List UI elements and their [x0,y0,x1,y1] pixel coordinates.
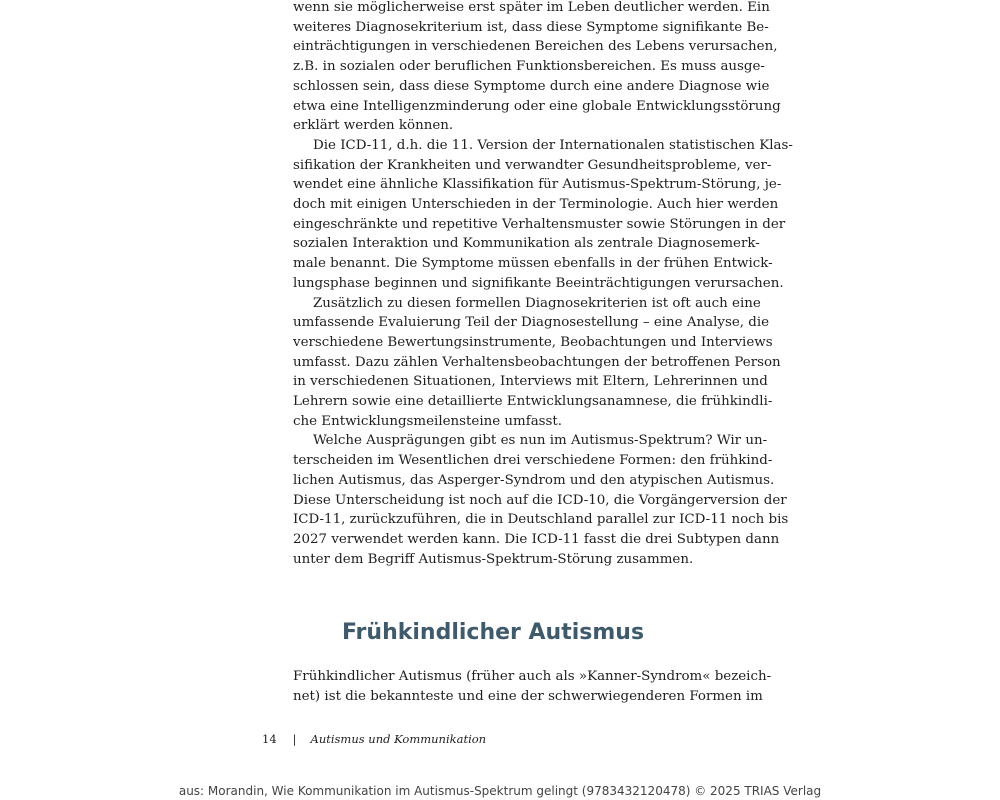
text-line: che Entwicklungsmeilensteine umfasst. [293,413,563,429]
running-title: Autismus und Kommunikation [310,732,487,746]
text-line: einträchtigungen in verschiedenen Bereichen des Lebens verursachen, [293,39,778,55]
text-line: Frühkindlicher Autismus (früher auch als »Kanner-Syndrom« bezeich- [293,669,772,684]
text-line: verschiedene Bewertungsinstrumente, Beobachtungen und Interviews [293,334,773,350]
paragraph [293,431,789,569]
text-line: in verschiedenen Situationen, Interviews mit Eltern, Lehrerinnen und [293,374,768,390]
section-text [293,667,772,706]
text-line: lichen Autismus, das Asperger-Syndrom und den atypischen Autismus. [293,472,775,488]
page-footer [262,732,486,746]
text-line: 2027 verwendet werden kann. Die ICD-11 fasst die drei Subtypen dann [293,531,780,547]
section-heading: Frühkindlicher Autismus [341,620,645,645]
copyright-notice: aus: Morandin, Wie Kommunikation im Autismus-Spektrum gelingt (9783432120478) © 2025 TRIAS Verlag [178,784,822,798]
text-line: eingeschränkte und repetitive Verhaltensmuster sowie Störungen in der [293,216,786,232]
text-line: unter dem Begriff Autismus-Spektrum-Störung zusammen. [293,551,694,567]
text-line: lungsphase beginnen und signifikante Beeinträchtigungen verursachen. [293,275,784,291]
text-line: male benannt. Die Symptome müssen ebenfalls in der frühen Entwick- [293,256,773,272]
text-line: Die ICD-11, d.h. die 11. Version der Internationalen statistischen Klas- [313,137,793,153]
text-line: Diese Unterscheidung ist noch auf die ICD-10, die Vorgängerversion der [293,492,787,508]
page-number: 14 [262,732,277,746]
text-line: weiteres Diagnosekriterium ist, dass diese Symptome signifikante Be- [293,19,769,35]
paragraph [293,0,781,136]
text-line: erklärt werden können. [293,118,454,134]
footer-separator: | [292,732,297,746]
text-line: z.B. in sozialen oder beruflichen Funktionsbereichen. Es muss ausge- [293,59,765,75]
text-line: Lehrern sowie eine detaillierte Entwicklungsanamnese, die frühkindli- [293,394,773,410]
paragraph [293,136,793,294]
text-line: sozialen Interaktion und Kommunikation als zentrale Diagnosemerk- [293,236,760,252]
text-line: terscheiden im Wesentlichen drei verschiedene Formen: den frühkind- [293,453,773,469]
text-line: etwa eine Intelligenzminderung oder eine globale Entwicklungsstörung [293,98,781,114]
paragraph [293,667,772,706]
body-text [293,0,793,569]
text-line: net) ist die bekannteste und eine der schwerwiegenderen Formen im [293,688,763,704]
text-line: schlossen sein, dass diese Symptome durch eine andere Diagnose wie [293,78,770,94]
text-line: umfasst. Dazu zählen Verhaltensbeobachtungen der betroffenen Person [293,354,781,370]
text-line: ICD-11, zurückzuführen, die in Deutschland parallel zur ICD-11 noch bis [293,512,789,528]
text-line: Zusätzlich zu diesen formellen Diagnosekriterien ist oft auch eine [313,295,761,311]
text-line: doch mit einigen Unterschieden in der Terminologie. Auch hier werden [293,197,779,213]
text-line: umfassende Evaluierung Teil der Diagnosestellung – eine Analyse, die [293,315,770,331]
text-line: sifikation der Krankheiten und verwandter Gesundheitsprobleme, ver- [293,157,772,173]
text-line: Welche Ausprägungen gibt es nun im Autismus-Spektrum? Wir un- [313,433,768,449]
text-line: wendet eine ähnliche Klassifikation für Autismus-Spektrum-Störung, je- [293,177,782,193]
paragraph [293,294,781,432]
text-line: wenn sie möglicherweise erst später im Leben deutlicher werden. Ein [293,0,770,15]
